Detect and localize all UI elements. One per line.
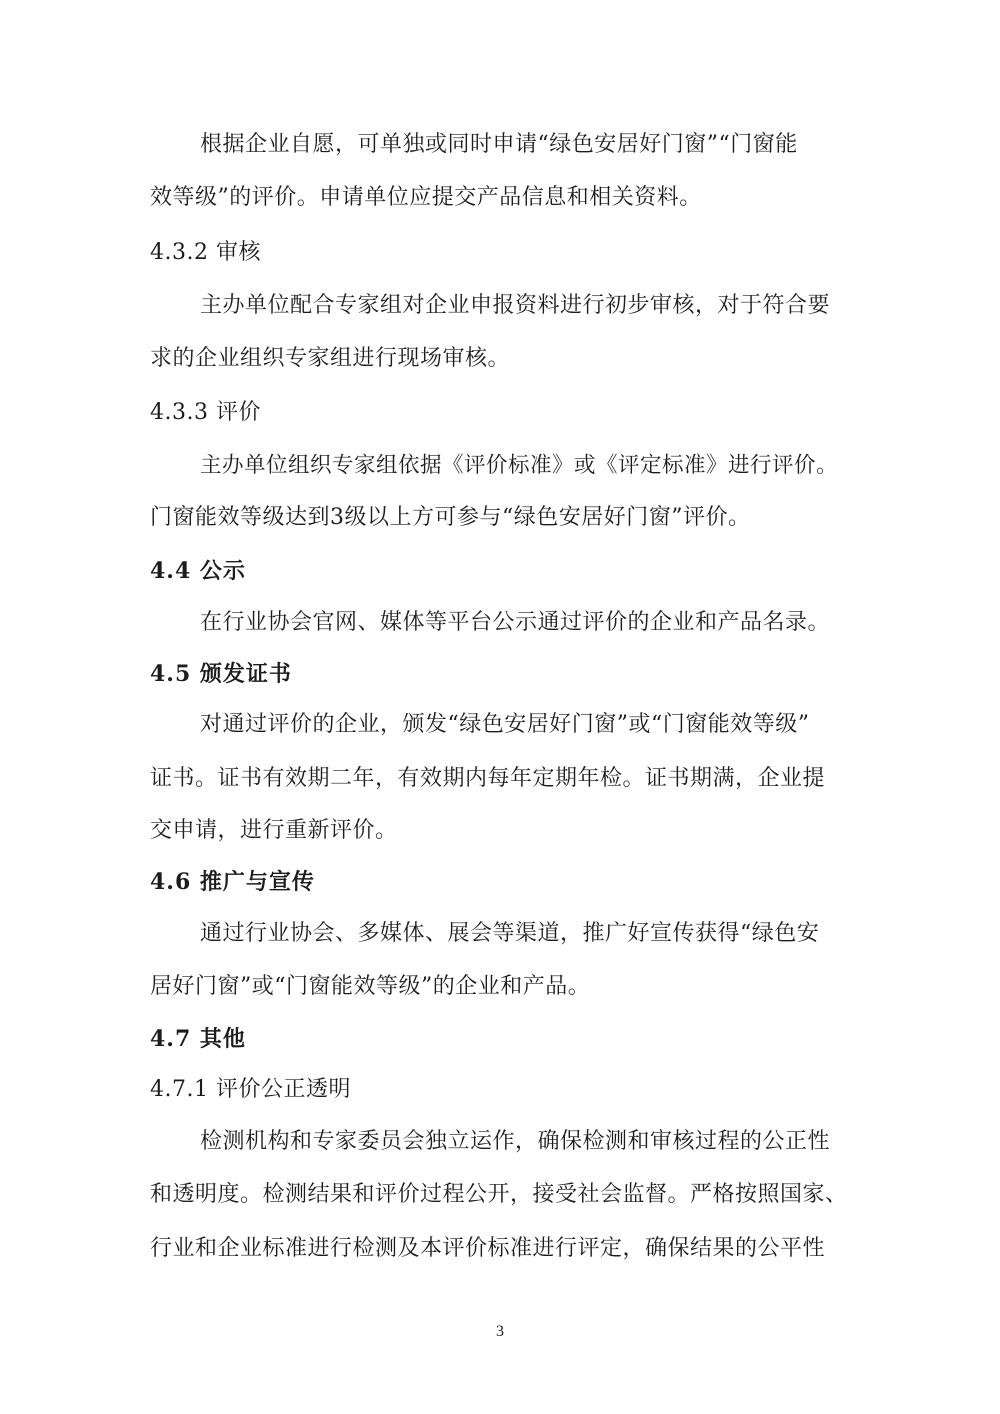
paragraph-line: 根据企业自愿，可单独或同时申请“绿色安居好门窗”“门窗能 — [200, 132, 798, 157]
paragraph-line: 求的企业组织专家组进行现场审核。 — [150, 346, 511, 371]
subsection-heading-4-3-3: 4.3.3 评价 — [150, 400, 261, 425]
paragraph-line: 在行业协会官网、媒体等平台公示通过评价的企业和产品名录。 — [200, 610, 831, 635]
section-heading-4-7: 4.7 其他 — [150, 1026, 246, 1052]
page-number: 3 — [496, 1323, 504, 1340]
subsection-heading-4-7-1: 4.7.1 评价公正透明 — [150, 1077, 351, 1102]
paragraph-line: 对通过评价的企业，颁发“绿色安居好门窗”或“门窗能效等级” — [200, 712, 810, 737]
paragraph-line: 效等级”的评价。申请单位应提交产品信息和相关资料。 — [150, 185, 702, 210]
paragraph-line: 居好门窗”或“门窗能效等级”的企业和产品。 — [150, 974, 591, 999]
paragraph-line: 主办单位配合专家组对企业申报资料进行初步审核，对于符合要 — [200, 293, 831, 318]
paragraph-line: 证书。证书有效期二年，有效期内每年定期年检。证书期满，企业提 — [150, 766, 826, 791]
paragraph-line: 和透明度。检测结果和评价过程公开，接受社会监督。严格按照国家、 — [150, 1182, 848, 1207]
paragraph-line: 行业和企业标准进行检测及本评价标准进行评定，确保结果的公平性 — [150, 1236, 826, 1261]
paragraph-line: 门窗能效等级达到3级以上方可参与“绿色安居好门窗”评价。 — [150, 505, 751, 530]
paragraph-line: 通过行业协会、多媒体、展会等渠道，推广好宣传获得“绿色安 — [200, 921, 820, 946]
paragraph-line: 检测机构和专家委员会独立运作，确保检测和审核过程的公正性 — [200, 1129, 831, 1154]
section-heading-4-6: 4.6 推广与宣传 — [150, 869, 315, 895]
subsection-heading-4-3-2: 4.3.2 审核 — [150, 240, 261, 265]
section-heading-4-4: 4.4 公示 — [150, 558, 246, 584]
paragraph-line: 主办单位组织专家组依据《评价标准》或《评定标准》进行评价。 — [200, 453, 839, 478]
section-heading-4-5: 4.5 颁发证书 — [150, 661, 292, 687]
paragraph-line: 交申请，进行重新评价。 — [150, 818, 398, 843]
